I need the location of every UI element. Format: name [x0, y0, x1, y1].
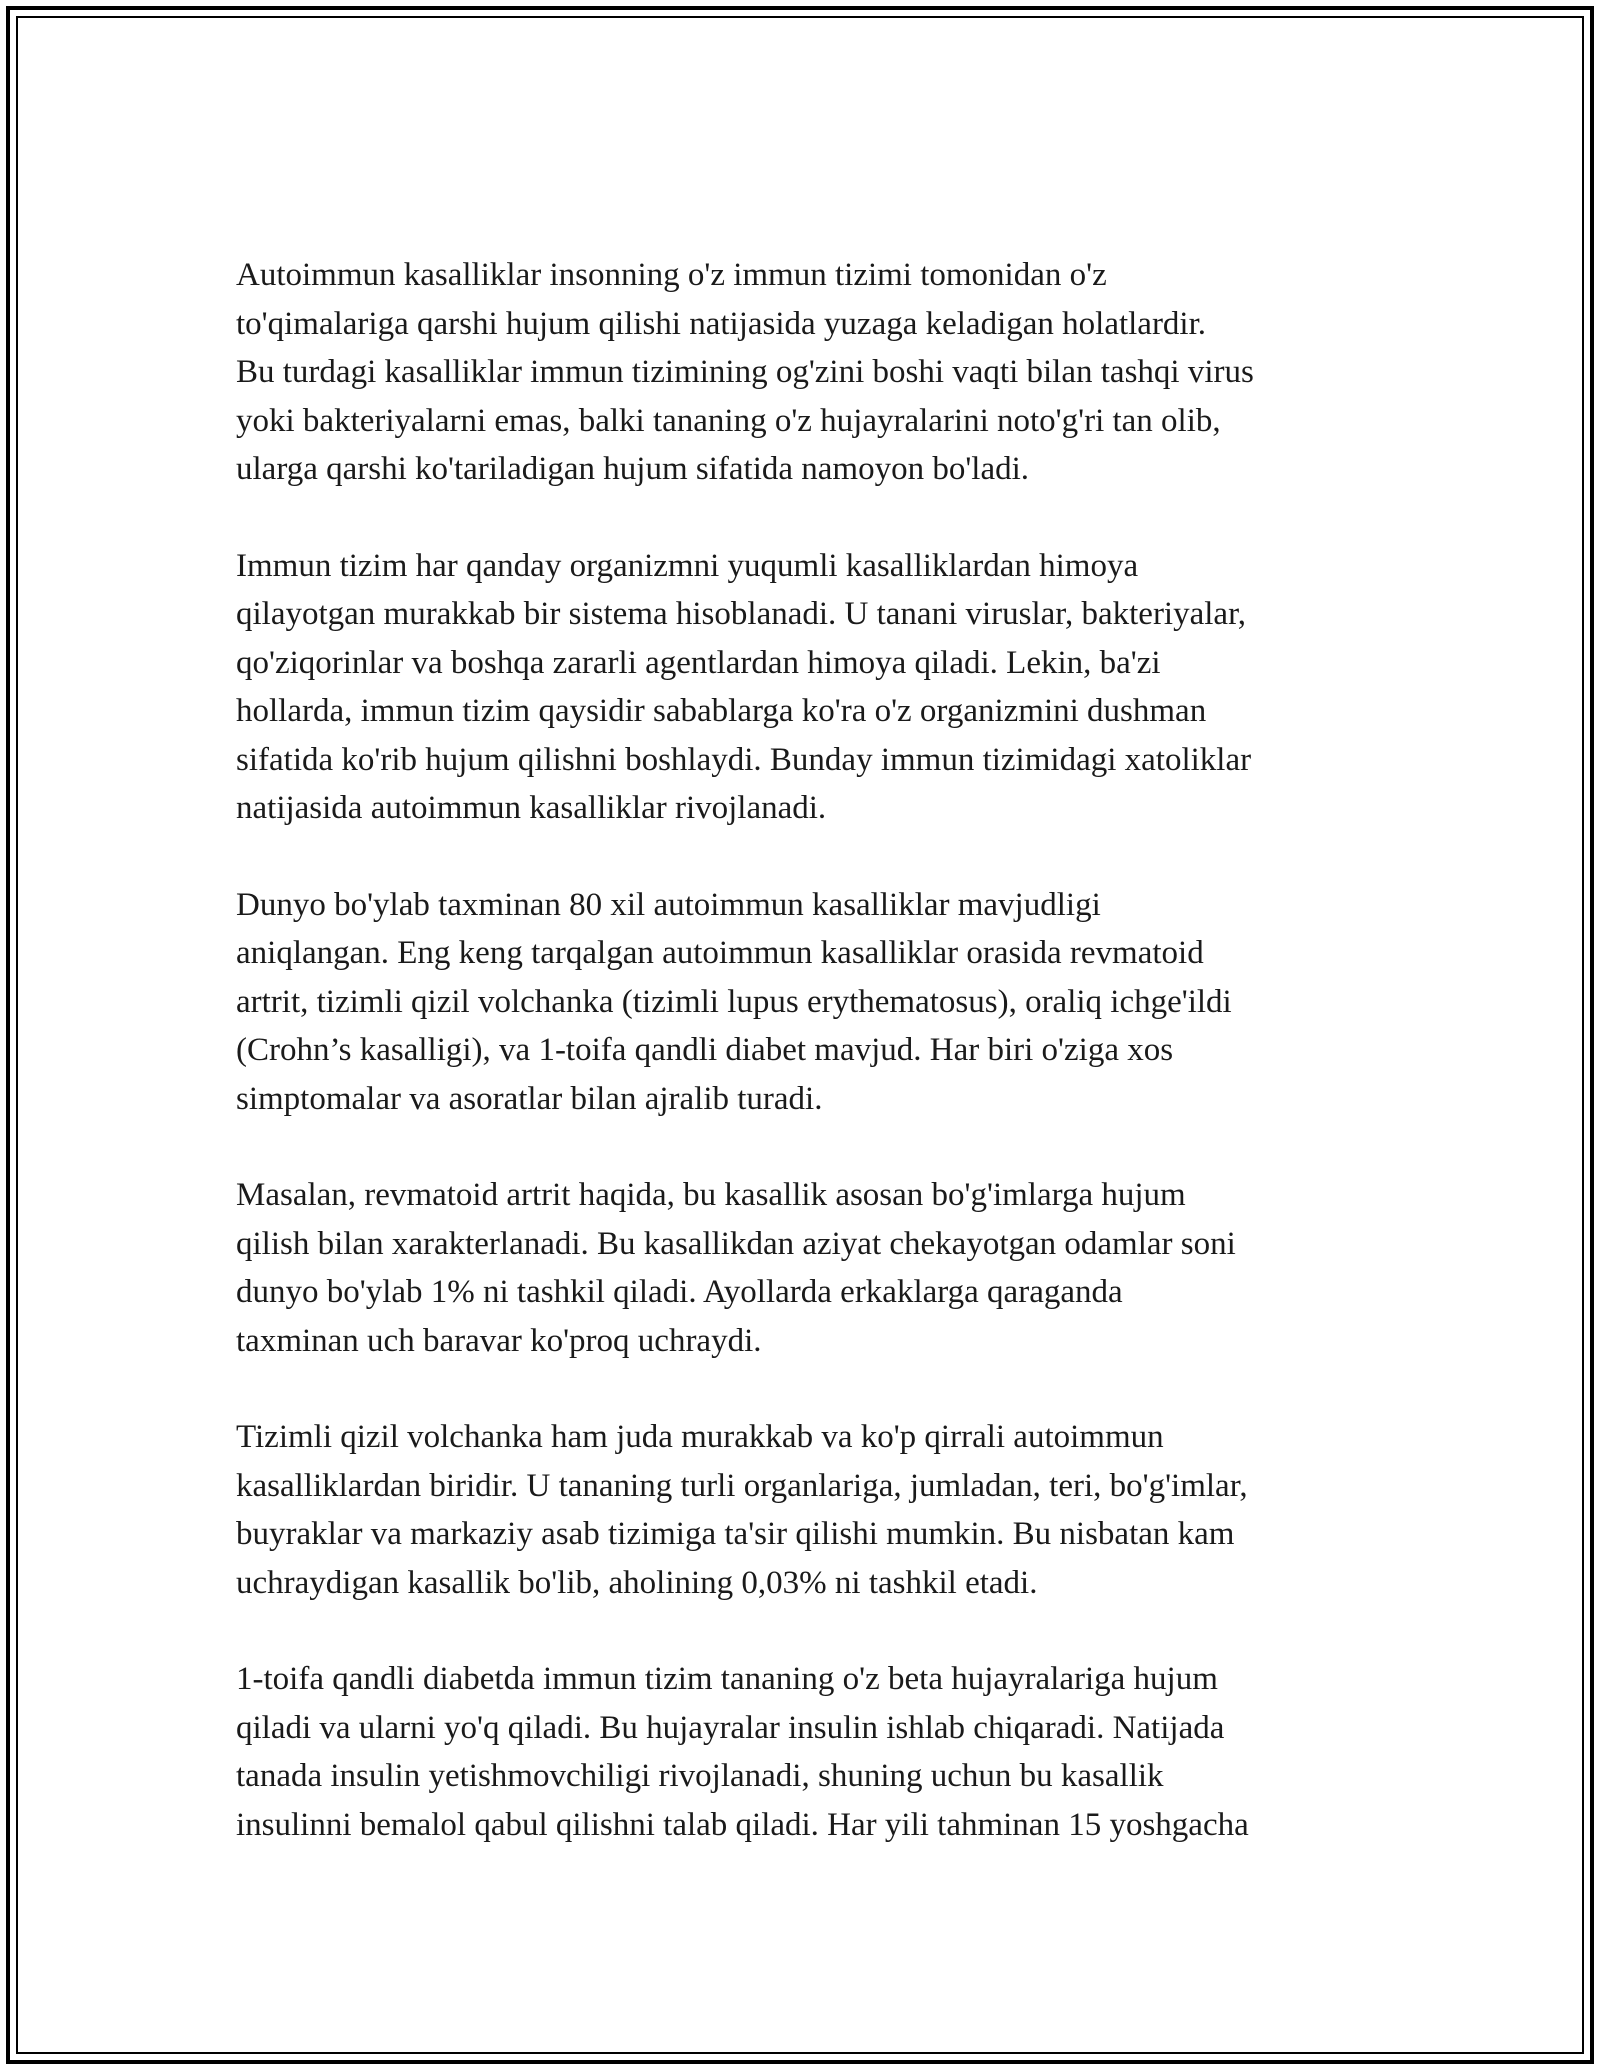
- paragraph-5: Tizimli qizil volchanka ham juda murakkab va ko'p qirrali autoimmun kasalliklardan biridir. U tananing turli organlariga, jumladan, teri, bo'g'imlar, buyraklar va markaziy asab tizimiga ta'sir qilishi mumkin. Bu nisbatan kam uchraydigan kasallik bo'lib, aholining 0,03% ni tashkil etadi.: [236, 1419, 1248, 1601]
- paragraph-6: 1-toifa qandli diabetda immun tizim tananing o'z beta hujayralariga hujum qiladi va ularni yo'q qiladi. Bu hujayralar insulin ishlab chiqaradi. Natijada tanada insulin yetishmovchiligi rivojlanadi, shuning uchun bu kasallik insulinni bemalol qabul qilishni talab qiladi. Har yili tahminan 15 yoshgacha: [236, 1661, 1249, 1843]
- paragraph-2: Immun tizim har qanday organizmni yuqumli kasalliklardan himoya qilayotgan murakkab bir sistema hisoblanadi. U tanani viruslar, bakteriyalar, qo'ziqorinlar va boshqa zararli agentlardan himoya qiladi. Lekin, ba'zi hollarda, immun tizim qaysidir sabablarga ko'ra o'z organizmini dushman sifatida ko'rib hujum qilishni boshlaydi. Bunday immun tizimidagi xatoliklar natijasida autoimmun kasalliklar rivojlanadi.: [236, 547, 1252, 826]
- paragraph-1: Autoimmun kasalliklar insonning o'z immun tizimi tomonidan o'z to'qimalariga qarshi hujum qilishi natijasida yuzaga keladigan holatlardir. Bu turdagi kasalliklar immun tizimining og'zini boshi vaqti bilan tashqi virus yoki bakteriyalarni emas, balki tananing o'z hujayralarini noto'g'ri tan olib, ularga qarshi ko'tariladigan hujum sifatida namoyon bo'ladi.: [236, 257, 1254, 487]
- paragraph-3: Dunyo bo'ylab taxminan 80 xil autoimmun kasalliklar mavjudligi aniqlangan. Eng keng tarqalgan autoimmun kasalliklar orasida revmatoid artrit, tizimli qizil volchanka (tizimli lupus erythematosus), oraliq ichge'ildi (Crohn’s kasalligi), va 1-toifa qandli diabet mavjud. Har biri o'ziga xos simptomalar va asoratlar bilan ajralib turadi.: [236, 886, 1232, 1117]
- document-body: [236, 251, 1376, 1897]
- paragraph-4: Masalan, revmatoid artrit haqida, bu kasallik asosan bo'g'imlarga hujum qilish bilan xarakterlanadi. Bu kasallikdan aziyat chekayotgan odamlar soni dunyo bo'ylab 1% ni tashkil qiladi. Ayollarda erkaklarga qaraganda taxminan uch baravar ko'proq uchraydi.: [236, 1177, 1236, 1359]
